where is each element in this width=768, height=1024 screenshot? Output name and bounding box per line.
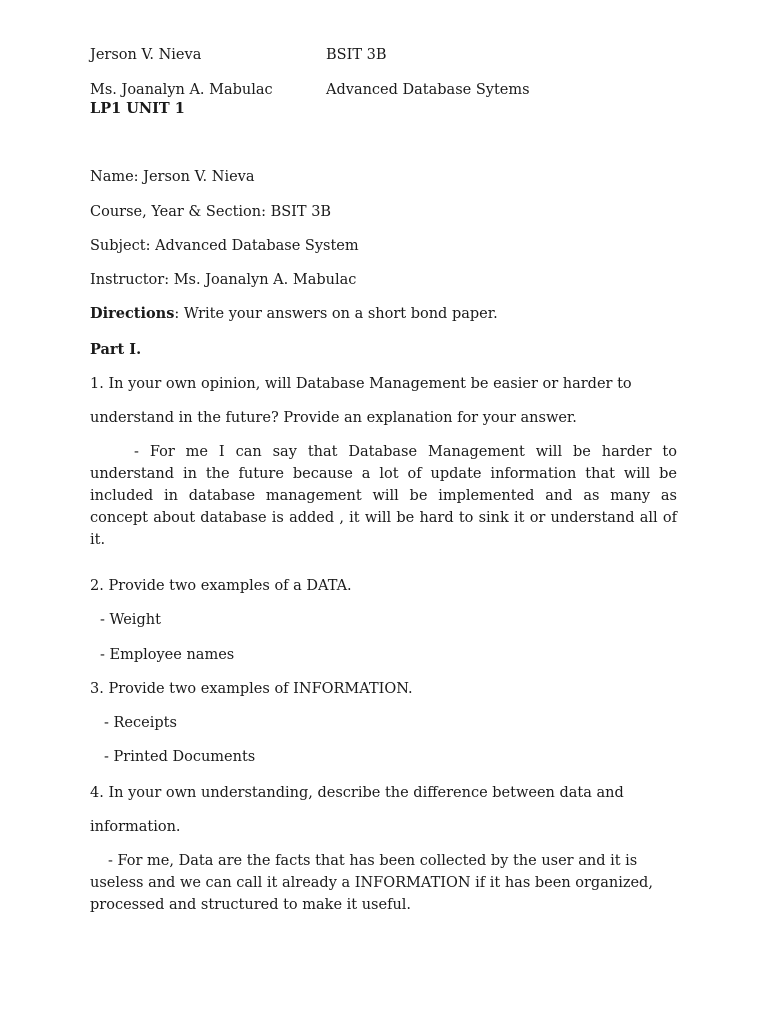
info-instructor: Instructor: Ms. Joanalyn A. Mabulac: [90, 272, 357, 288]
q2-question: 2. Provide two examples of a DATA.: [90, 578, 352, 594]
directions-text: : Write your answers on a short bond paper.: [174, 306, 498, 322]
info-course-year-section: Course, Year & Section: BSIT 3B: [90, 204, 332, 220]
q1-line2: understand in the future? Provide an explanation for your answer.: [90, 410, 577, 426]
header-student-name: Jerson V. Nieva: [90, 47, 202, 63]
q4-line2: information.: [90, 819, 181, 835]
info-name: Name: Jerson V. Nieva: [90, 169, 255, 185]
part-heading: Part I.: [90, 341, 142, 358]
header-section: BSIT 3B: [326, 47, 387, 63]
q1-answer: - For me I can say that Database Management will be harder to understand in the future because a lot of update information that will be included in database management will be implemented and as many as concept about database is added , it will be hard to sink it or understand all of it.: [90, 444, 677, 548]
header-instructor: Ms. Joanalyn A. Mabulac: [90, 82, 273, 98]
q2-answer-1: - Weight: [100, 612, 161, 628]
header-course: Advanced Database Sytems: [326, 82, 530, 98]
directions-label: Directions: [90, 305, 175, 322]
q3-answer-1: - Receipts: [104, 715, 177, 731]
q2-answer-2: - Employee names: [100, 647, 235, 663]
q3-question: 3. Provide two examples of INFORMATION.: [90, 681, 413, 697]
header-lesson: LP1 UNIT 1: [90, 100, 185, 117]
info-subject: Subject: Advanced Database System: [90, 238, 359, 254]
q4-answer: - For me, Data are the facts that has been collected by the user and it is useless and we can call it already a INFORMATION if it has been organized, processed and structured to make it useful.: [90, 853, 653, 913]
q4-line1: 4. In your own understanding, describe the difference between data and: [90, 785, 624, 801]
directions: [90, 304, 498, 324]
q1-line1: 1. In your own opinion, will Database Management be easier or harder to: [90, 376, 632, 392]
q3-answer-2: - Printed Documents: [104, 749, 256, 765]
